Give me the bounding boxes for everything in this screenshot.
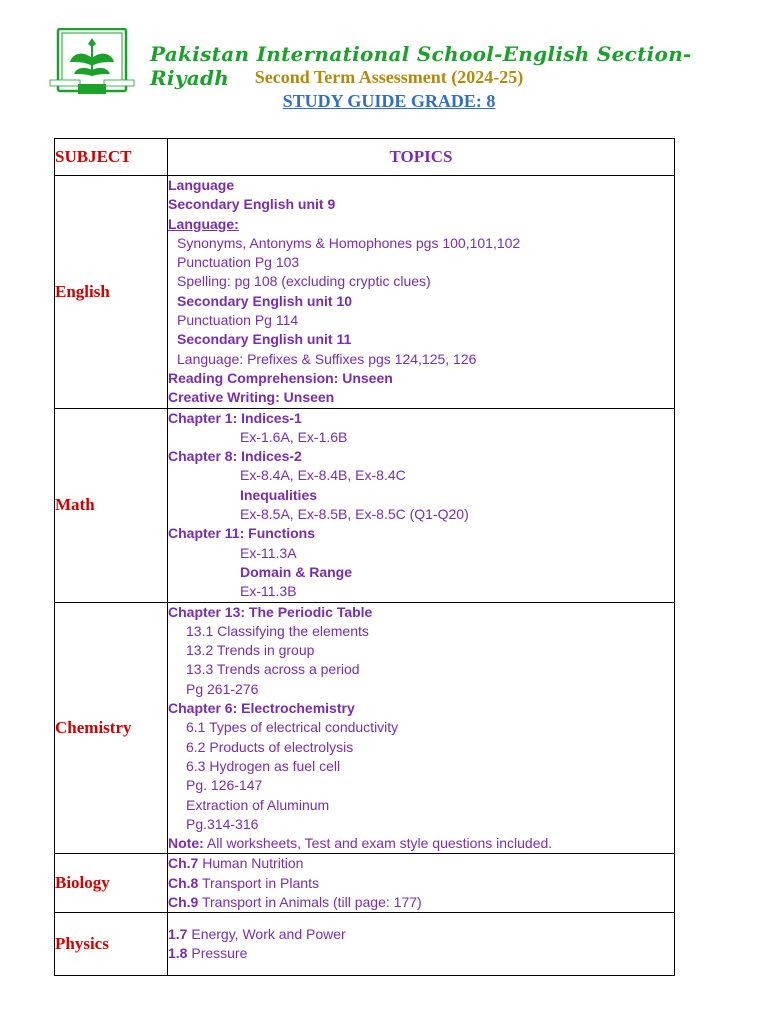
topic-line: Ex-11.3B	[240, 583, 297, 600]
topic-line: Extraction of Aluminum	[186, 796, 330, 813]
topic-line: Reading Comprehension: Unseen	[168, 369, 393, 386]
topic-line: Creative Writing: Unseen	[168, 389, 335, 406]
topic-line: Secondary English unit 10	[177, 292, 353, 309]
chapter-label: Ch.9	[168, 894, 199, 911]
section-text: Energy, Work and Power	[187, 926, 346, 943]
topic-line: Language: Prefixes & Suffixes pgs 124,125, 126	[177, 350, 477, 367]
topic-line: Synonyms, Antonyms & Homophones pgs 100,101,102	[177, 234, 521, 251]
school-name: Pakistan International School-English Section-Riyadh	[150, 42, 692, 90]
topic-line: Pg 261-276	[186, 680, 259, 697]
topic-line: Secondary English unit 9	[168, 196, 336, 213]
chapter-text: Transport in Plants	[198, 874, 319, 891]
study-guide-title: STUDY GUIDE GRADE: 8	[282, 91, 496, 111]
topics-cell	[168, 176, 675, 409]
study-guide-table	[54, 138, 675, 976]
note-label: Note:	[168, 835, 204, 852]
chapter-text: Transport in Animals (till page: 177)	[198, 894, 422, 911]
section-label: 1.7	[168, 926, 188, 943]
topic-line: Punctuation Pg 103	[177, 254, 300, 271]
section-label: 1.8	[168, 945, 188, 962]
topic-line: 6.2 Products of electrolysis	[186, 738, 354, 755]
topic-line	[168, 854, 674, 873]
topic-line: Chapter 8: Indices-2	[168, 448, 302, 465]
topic-line: Ex-8.4A, Ex-8.4B, Ex-8.4C	[240, 467, 406, 484]
topics-column-header: TOPICS	[168, 139, 675, 176]
chapter-label: Ch.7	[168, 855, 199, 872]
topic-line: 6.3 Hydrogen as fuel cell	[186, 757, 341, 774]
section-text: Pressure	[187, 945, 248, 962]
chapter-text: Human Nutrition	[198, 855, 304, 872]
topic-line: Secondary English unit 11	[177, 331, 352, 348]
topic-line: Pg.314-316	[186, 815, 259, 832]
assessment-term: Second Term Assessment (2024-25)	[254, 67, 524, 87]
topics-cell	[168, 602, 675, 854]
document-header	[0, 0, 768, 130]
topic-line: Chapter 6: Electrochemistry	[168, 700, 355, 717]
topic-line: Ex-11.3A	[240, 544, 297, 561]
chapter-label: Ch.8	[168, 874, 199, 891]
subject-cell: Chemistry	[55, 602, 168, 854]
table-row-chemistry	[55, 602, 675, 854]
topic-line	[168, 925, 674, 944]
topics-cell	[168, 913, 675, 976]
topic-line	[168, 893, 674, 912]
topic-line	[168, 944, 674, 963]
subject-cell: Math	[55, 408, 168, 602]
topic-line: Spelling: pg 108 (excluding cryptic clues)	[177, 273, 431, 290]
subject-cell: Physics	[55, 913, 168, 976]
subject-cell: English	[55, 176, 168, 409]
subject-cell: Biology	[55, 854, 168, 913]
topics-cell	[168, 408, 675, 602]
topic-line: 13.2 Trends in group	[186, 642, 315, 659]
topic-line: Domain & Range	[240, 563, 353, 580]
topic-line: Pg. 126-147	[186, 777, 263, 794]
topic-line: Chapter 13: The Periodic Table	[168, 603, 373, 620]
topic-line: 6.1 Types of electrical conductivity	[186, 719, 399, 736]
topic-line: Ex-1.6A, Ex-1.6B	[240, 428, 348, 445]
topic-line: 13.3 Trends across a period	[186, 661, 360, 678]
topics-cell	[168, 854, 675, 913]
topic-line: Punctuation Pg 114	[177, 312, 299, 329]
topic-line: Ex-8.5A, Ex-8.5B, Ex-8.5C (Q1-Q20)	[240, 506, 469, 523]
table-row-physics	[55, 913, 675, 976]
topic-line: Language	[168, 177, 235, 193]
table-row-biology	[55, 854, 675, 913]
topic-line: Language:	[168, 215, 239, 232]
table-row-math	[55, 408, 675, 602]
subject-column-header: SUBJECT	[55, 139, 168, 176]
topic-line: Inequalities	[240, 486, 318, 503]
note-text: All worksheets, Test and exam style questions included.	[203, 835, 553, 852]
table-row-english	[55, 176, 675, 409]
topic-line: Chapter 1: Indices-1	[168, 409, 302, 426]
topic-line	[168, 874, 674, 893]
topic-line: Chapter 11: Functions	[168, 525, 316, 542]
table-header-row	[55, 139, 675, 176]
topic-line: 13.1 Classifying the elements	[186, 622, 369, 639]
note-line	[168, 834, 674, 853]
